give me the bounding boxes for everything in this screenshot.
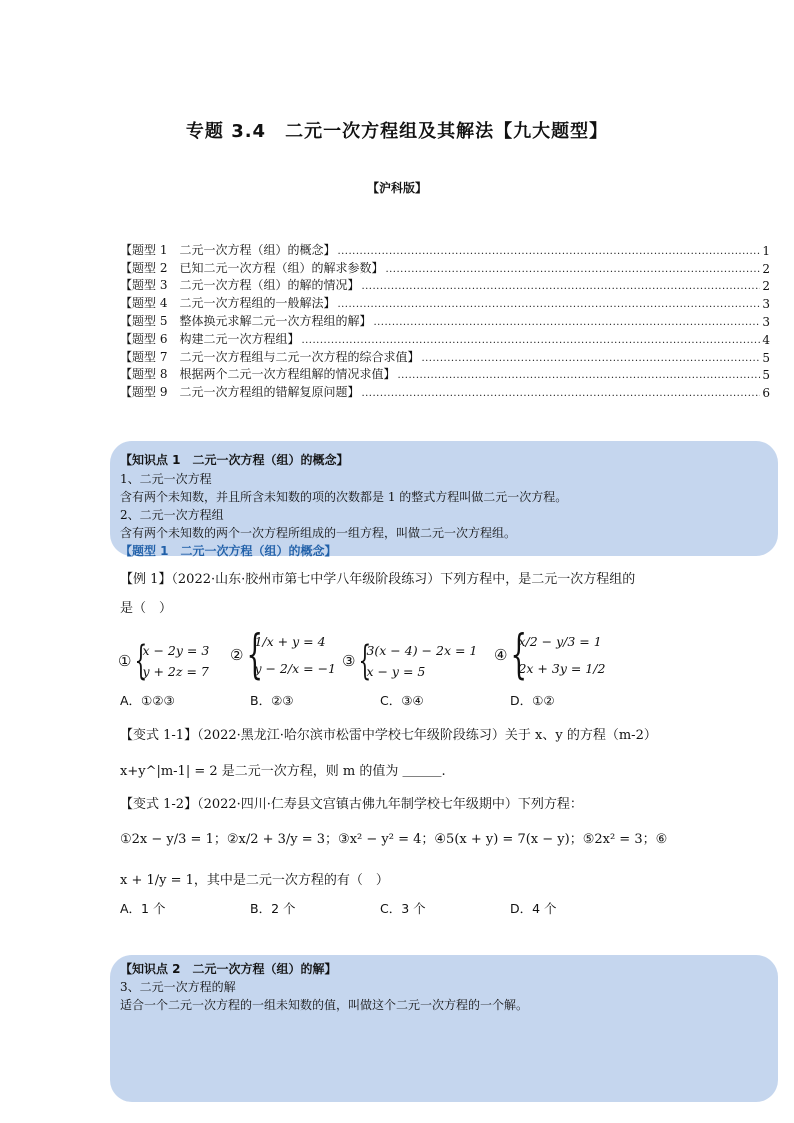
knowledge-1-sub2: 2、二元一次方程组: [120, 508, 224, 522]
toc-item[interactable]: 【题型 8 根据两个二元一次方程组解的情况求值】 ..... 5: [120, 365, 770, 383]
toc-item[interactable]: 【题型 6 构建二元一次方程组】 ..... 4: [120, 329, 770, 347]
system-4: ④ { x/2 − y/3 = 1 2x + 3y = 1/2: [494, 625, 606, 685]
toc-item[interactable]: 【题型 2 已知二元一次方程（组）的解求参数】 ..... 2: [120, 258, 770, 276]
variant-1-1-stem: 【变式 1-1】（2022·黑龙江·哈尔滨市松雷中学校七年级阶段练习）关于 x、y 的方程（m-2）: [120, 728, 657, 743]
table-of-contents: [120, 240, 770, 400]
knowledge-2-text1: 适合一个二元一次方程的一组未知数的值，叫做这个二元一次方程的一个解。: [120, 998, 529, 1012]
system-1: ① { x − 2y = 3 y + 2z = 7: [118, 638, 210, 684]
example-1-stem-end: 是（ ）: [120, 601, 173, 616]
option-c[interactable]: C．3 个: [380, 901, 426, 916]
option-a[interactable]: A．①②③: [120, 693, 175, 708]
option-a[interactable]: A．1 个: [120, 901, 166, 916]
variant-1-1-stem-end: x+y^|m-1| = 2 是二元一次方程，则 m 的值为 ＿＿＿.: [120, 764, 446, 779]
example-1-stem: 【例 1】（2022·山东·胶州市第七中学八年级阶段练习）下列方程中，是二元一次方程组的: [120, 572, 636, 587]
knowledge-1-sub1: 1、二元一次方程: [120, 472, 212, 486]
option-b[interactable]: B．②③: [250, 693, 294, 708]
knowledge-1-text1: 含有两个未知数，并且所含未知数的项的次数都是 1 的整式方程叫做二元一次方程。: [120, 490, 568, 504]
knowledge-2-sub1: 3、二元一次方程的解: [120, 980, 236, 994]
system-3: ③ { 3(x − 4) − 2x = 1 x − y = 5: [342, 638, 478, 684]
type-1-heading: 【题型 1 二元一次方程（组）的概念】: [120, 544, 337, 558]
toc-item[interactable]: 【题型 1 二元一次方程（组）的概念】 ..... 1: [120, 240, 770, 258]
knowledge-1-heading: 【知识点 1 二元一次方程（组）的概念】: [120, 453, 349, 467]
option-d[interactable]: D．①②: [510, 693, 555, 708]
edition-label: 【沪科版】: [366, 181, 427, 195]
example-1-options: [120, 691, 640, 709]
variant-1-2-question: x + 1/y = 1，其中是二元一次方程的有（ ）: [120, 873, 389, 888]
variant-1-2-options: [120, 899, 640, 917]
toc-item[interactable]: 【题型 5 整体换元求解二元一次方程组的解】 ..... 3: [120, 311, 770, 329]
toc-item[interactable]: 【题型 4 二元一次方程组的一般解法】 ..... 3: [120, 293, 770, 311]
toc-item[interactable]: 【题型 9 二元一次方程组的错解复原问题】 ..... 6: [120, 382, 770, 400]
variant-1-2-equations: ①2x − y/3 = 1；②x/2 + 3/y = 3；③x² − y² = 4；④5(x + y) = 7(x − y)；⑤2x² = 3；⑥: [120, 832, 668, 847]
option-c[interactable]: C．③④: [380, 693, 424, 708]
system-2: ② { 1/x + y = 4 y − 2/x = −1: [230, 625, 336, 685]
toc-item[interactable]: 【题型 3 二元一次方程（组）的解的情况】 ..... 2: [120, 276, 770, 294]
page-title: 专题 3.4 二元一次方程组及其解法【九大题型】: [185, 121, 609, 142]
option-b[interactable]: B．2 个: [250, 901, 296, 916]
variant-1-2-stem: 【变式 1-2】（2022·四川·仁寿县文宫镇古佛九年制学校七年级期中）下列方程：: [120, 797, 583, 812]
knowledge-2-heading: 【知识点 2 二元一次方程（组）的解】: [120, 962, 337, 976]
option-d[interactable]: D．4 个: [510, 901, 557, 916]
knowledge-1-text2: 含有两个未知数的两个一次方程所组成的一组方程，叫做二元一次方程组。: [120, 526, 517, 540]
toc-item[interactable]: 【题型 7 二元一次方程组与二元一次方程的综合求值】 ..... 5: [120, 347, 770, 365]
